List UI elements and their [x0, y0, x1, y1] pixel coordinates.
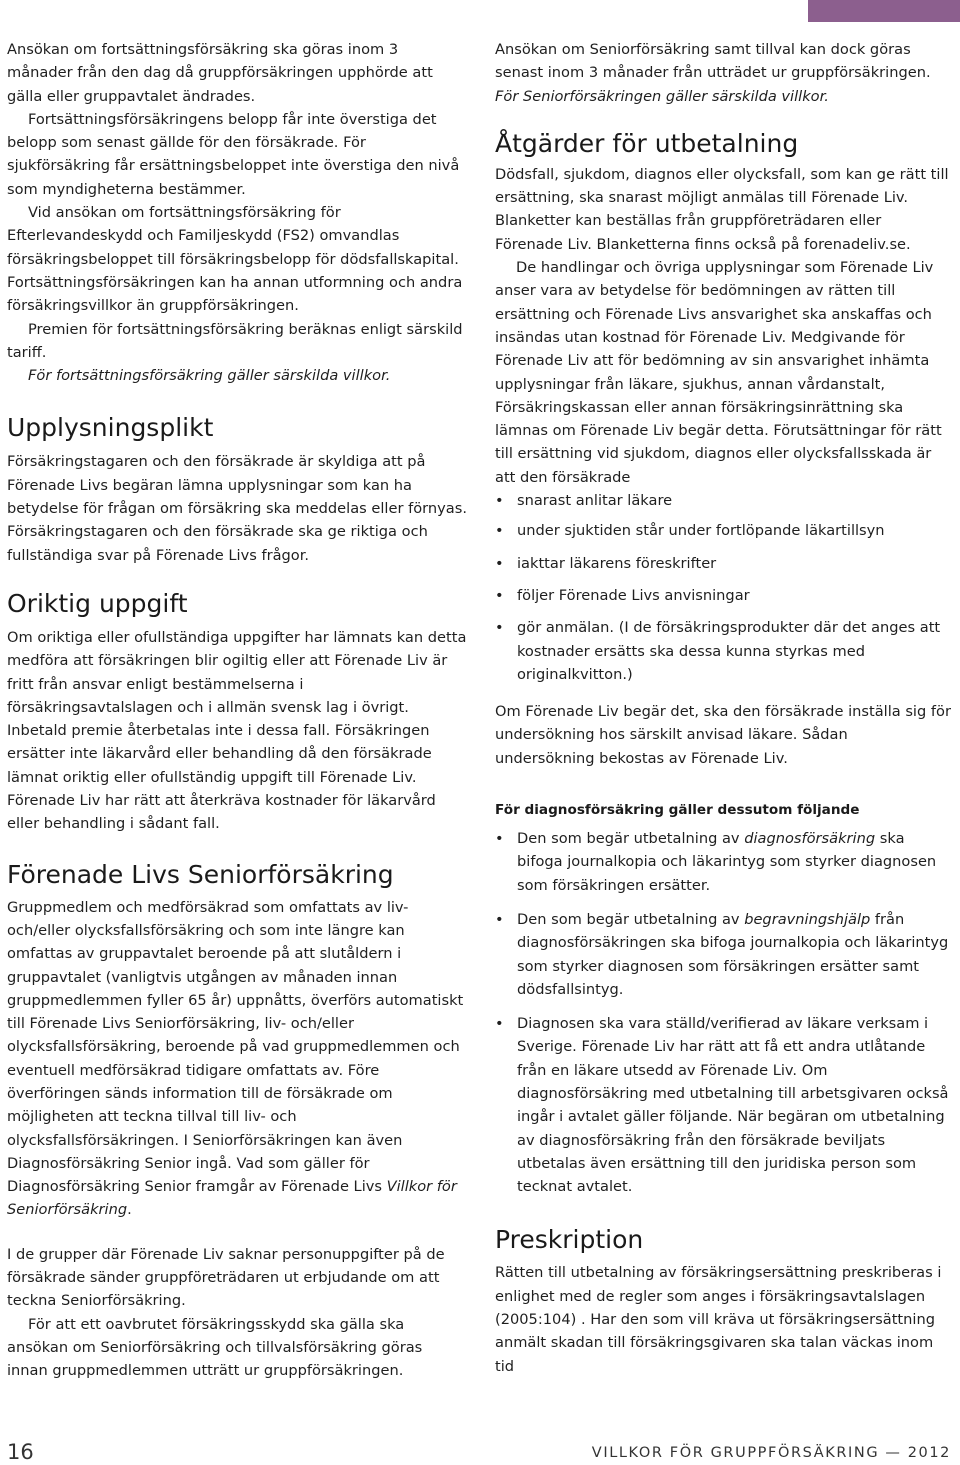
list-item: • snarast anlitar läkare [495, 489, 951, 512]
paragraph-continuation-amount: Fortsättningsförsäkringens belopp får inte överstiga det belopp som senast gällde för den försäkrade. För sjukförsäkring får ersättningsbeloppet inte överstiga den nivå som myndigheterna bestämmer. [7, 110, 460, 198]
paragraph-survivor-protection: Vid ansökan om fortsättningsförsäkring för Efterlevandeskydd och Familjeskydd (FS2) omvandlas försäkringsbeloppet till försäkringsbelopp för dödsfallskapital. Fortsättningsförsäkringen kan ha annan utformning och andra försäkringsvillkor än gruppförsäkringen. [7, 204, 463, 315]
header-accent-bar [808, 0, 960, 22]
paragraph-senior-transfer: Gruppmedlem och medförsäkrad som omfattats av liv- och/eller olycksfallsförsäkring och som inte längre kan omfattas av gruppavtalet beroende på att slutåldern i gruppavtalet (vanligtvis utgången av månaden innan gruppmedlemmen fyller 65 år) uppnåtts, överförs automatiskt till Förenade Livs Seniorförsäkring, liv- och/eller olycksfallsförsäkring, beroende på vad gruppmedlemmen och eventuell medförsäkrad tidigare omfattats av. Före överföringen sänds information till de försäkrade om möjligheten att teckna tillval till liv- och olycksfallsförsäkringen. I Seniorförsäkringen kan även Diagnosförsäkring Senior ingå. Vad som gäller för Diagnosförsäkring Senior framgår av Förenade Livs Villkor för Seniorförsäkring. [7, 898, 464, 1219]
paragraph-senior-special-terms: För Seniorförsäkringen gäller särskilda villkor. [495, 87, 829, 105]
paragraph-limitation: Rätten till utbetalning av försäkringsersättning preskriberas i enlighet med de regler som anges i försäkringsavtalslagen (2005:104) . Har den som vill kräva ut försäkringsersättning anmält skadan till försäkringsgivaren ska talan väckas inom tid [495, 1264, 942, 1375]
paragraph-senior-offer: I de grupper där Förenade Liv saknar personuppgifter på de försäkrade sänder gruppföreträdaren ut erbjudande om att teckna Seniorförsäkring. [7, 1245, 445, 1310]
paragraph-senior-continuous-cover: För att ett oavbrutet försäkringsskydd ska gälla ska ansökan om Seniorförsäkring och tillvalsförsäkring göras innan gruppmedlemmen utträtt ur gruppförsäkringen. [7, 1315, 423, 1380]
paragraph-application-deadline: Ansökan om fortsättningsförsäkring ska göras inom 3 månader från den dag då gruppförsäkringen upphörde att gälla eller gruppavtalet ändrades. [7, 41, 433, 105]
paragraph-claim-documents: De handlingar och övriga upplysningar som Förenade Liv anser vara av betydelse för bedömningen av rätten till ersättning och Förenade Livs ansvarighet ska anskaffas och insändas utan kostnad för Förenade Liv. Medgivande för Förenade Liv att för bedömning av sin ansvarighet inhämta upplysningar från läkare, sjukhus, annan vårdanstalt, Försäkringskassan eller annan försäkringsinrättning ska lämnas om Förenade Liv begär detta. Förutsättningar för rätt till ersättning vid sjukdom, diagnos eller olycksfallsskada är att den försäkrade [495, 259, 942, 486]
list-item: • Den som begär utbetalning av begravningshjälp från diagnosförsäkringen ska bifoga journalkopia och läkarintyg som styrker diagnosen som försäkringen ersätter samt dödsfallsintyg. [495, 908, 951, 1001]
heading-diagnosis-insurance: För diagnosförsäkring gäller dessutom följande [495, 802, 860, 819]
heading-incorrect-information: Oriktig uppgift [7, 588, 188, 618]
right-column [495, 38, 951, 1378]
paragraph-premium-tariff: Premien för fortsättningsförsäkring beräknas enligt särskild tariff. [7, 320, 463, 361]
left-column [7, 38, 467, 1383]
paragraph-incorrect-information: Om oriktiga eller ofullständiga uppgifter har lämnats kan detta medföra att försäkringen blir ogiltig eller att Förenade Liv är fritt från ansvar enligt bestämmelserna i försäkringsavtalslagen och i allmän svensk lag i övrigt. Inbetald premie återbetalas inte i dessa fall. Försäkringen ersätter inte läkarvård eller behandling då den försäkrade lämnat oriktig eller ofullständig uppgift till Förenade Liv. Förenade Liv har rätt att återkräva kostnader för läkarvård eller behandling i sådant fall. [7, 628, 467, 833]
heading-payout-measures: Åtgärder för utbetalning [495, 128, 799, 158]
page-number: 16 [7, 1440, 34, 1464]
paragraph-medical-examination: Om Förenade Liv begär det, ska den försäkrade inställa sig för undersökning hos särskilt anvisad läkare. Sådan undersökning bekostas av Förenade Liv. [495, 703, 951, 767]
list-item: • följer Förenade Livs anvisningar [495, 584, 951, 607]
paragraph-special-terms: För fortsättningsförsäkring gäller särskilda villkor. [28, 367, 391, 385]
paragraph-senior-deadline: Ansökan om Seniorförsäkring samt tillval kan dock göras senast inom 3 månader från utträdet ur gruppförsäkringen. [495, 41, 931, 82]
heading-disclosure-duty: Upplysningsplikt [7, 413, 214, 443]
heading-limitation: Preskription [495, 1225, 644, 1255]
list-item: • under sjuktiden står under fortlöpande läkartillsyn [495, 519, 951, 542]
list-item: • Diagnosen ska vara ställd/verifierad av läkare verksam i Sverige. Förenade Liv har rätt att få ett andra utlåtande från en läkare utsedd av Förenade Liv. Om diagnosförsäkring med utbetalning till arbetsgivaren också ingår i avtalet gäller följande. När begäran om utbetalning av diagnosförsäkring från den försäkrade beviljats utbetalas även ersättning till den juridiska person som tecknat avtalet. [495, 1012, 951, 1198]
list-item: • iakttar läkarens föreskrifter [495, 552, 951, 575]
paragraph-disclosure-duty: Försäkringstagaren och den försäkrade är skyldiga att på Förenade Livs begäran lämna upplysningar som kan ha betydelse för frågan om försäkring ska meddelas eller förnyas. Försäkringstagaren och den försäkrade ska ge riktiga och fullständiga svar på Förenade Livs frågor. [7, 453, 467, 564]
heading-senior-insurance: Förenade Livs Seniorförsäkring [7, 859, 394, 889]
footer-document-title: VILLKOR FÖR GRUPPFÖRSÄKRING — 2012 [591, 1445, 951, 1461]
list-claim-conditions [495, 489, 951, 686]
list-diagnosis-requirements [495, 827, 951, 1198]
paragraph-claim-report: Dödsfall, sjukdom, diagnos eller olycksfall, som kan ge rätt till ersättning, ska snarast möjligt anmälas till Förenade Liv. Blanketter kan beställas från gruppföreträdaren eller Förenade Liv. Blanketterna finns också på forenadeliv.se. [495, 165, 949, 253]
list-item: • gör anmälan. (I de försäkringsprodukter där det anges att kostnader ersätts ska dessa kunna styrkas med originalkvitton.) [495, 616, 951, 686]
list-item: • Den som begär utbetalning av diagnosförsäkring ska bifoga journalkopia och läkarintyg som styrker diagnosen som försäkringen ersätter. [495, 827, 951, 897]
